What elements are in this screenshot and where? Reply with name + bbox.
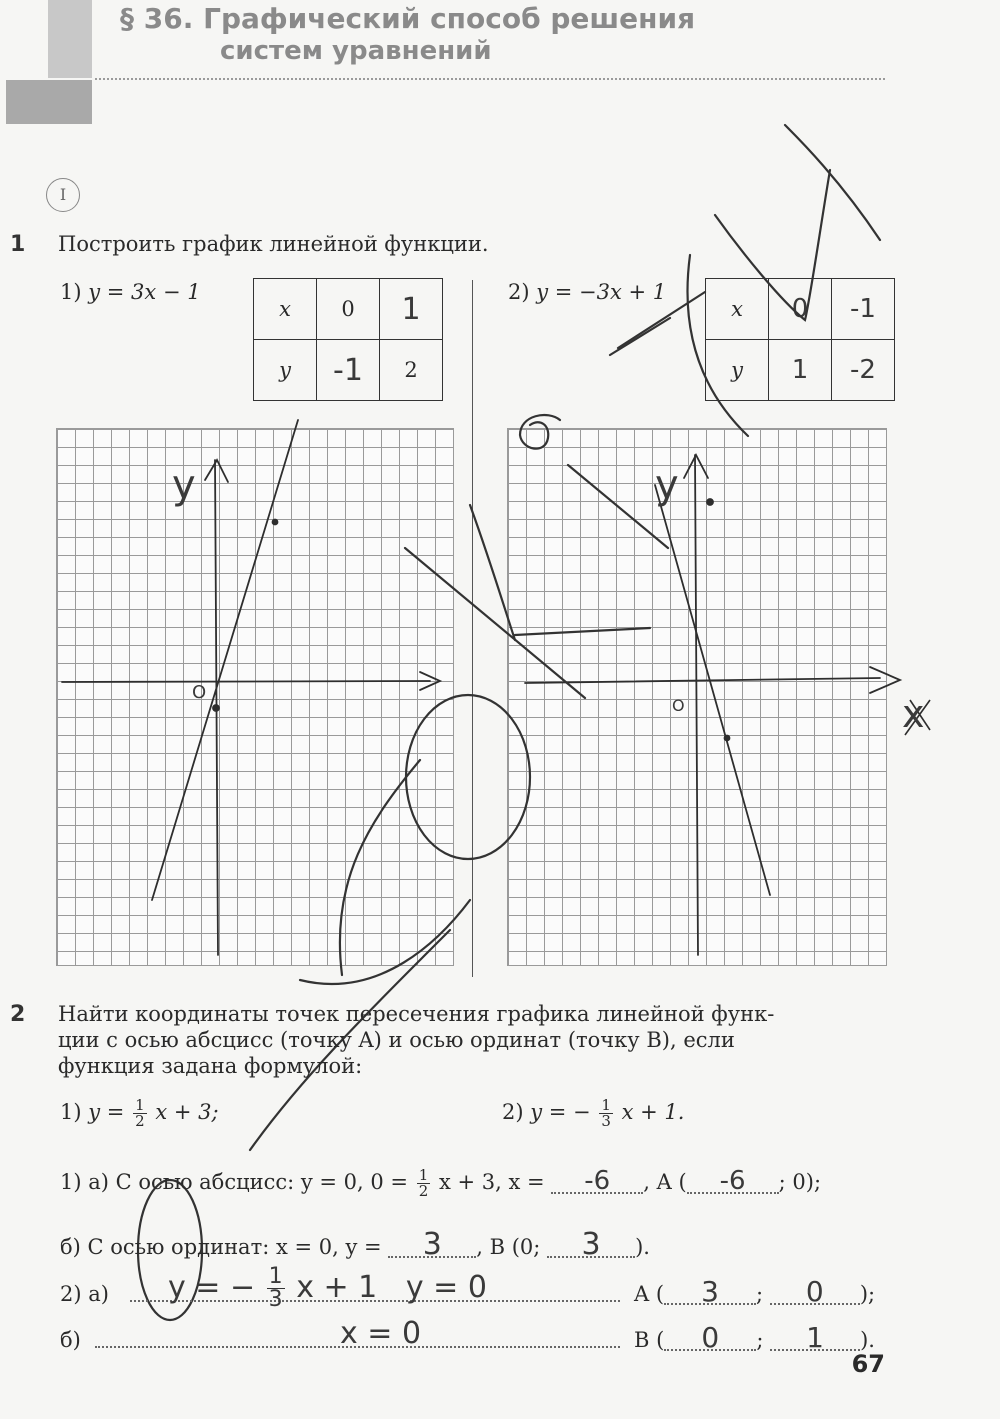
- line2a-work: [168, 1266, 487, 1311]
- f2-lhs: y = −: [530, 1100, 591, 1124]
- part2-formula: y = −3x + 1: [536, 280, 667, 304]
- level-badge: I: [46, 178, 80, 212]
- section-subtitle: систем уравнений: [220, 36, 492, 66]
- point-a-x-field[interactable]: -6: [687, 1176, 779, 1194]
- line2b-b-open: B (: [634, 1328, 665, 1352]
- f1-label: 1): [60, 1100, 82, 1124]
- line2a-a-sep: ;: [756, 1282, 764, 1306]
- f1-rest: x + 3;: [155, 1100, 219, 1124]
- line2b-point-b-y[interactable]: 1: [770, 1333, 860, 1351]
- left-origin-label: O: [192, 682, 207, 703]
- line1a-a-open: , A (: [643, 1170, 687, 1194]
- right-x-axis-arrow: [870, 667, 900, 693]
- point-b-y-field[interactable]: 3: [547, 1240, 635, 1258]
- part1-formula: y = 3x − 1: [88, 280, 201, 304]
- table1-x-header: x: [254, 279, 317, 340]
- table2-x-cell: -1: [832, 279, 895, 340]
- f1-den: 2: [135, 1112, 145, 1130]
- line2a-point-a-x[interactable]: 3: [664, 1287, 756, 1305]
- f2-rest: x + 1.: [621, 1100, 685, 1124]
- table2-y-cell: 1: [769, 340, 832, 401]
- part1-label: 1): [60, 280, 82, 304]
- task2-prompt-line3: функция задана формулой:: [58, 1054, 363, 1078]
- answer-line-2a-label: 2) а): [60, 1282, 109, 1306]
- left-point-1: [273, 520, 278, 525]
- table1-y-cell: -1: [317, 340, 380, 401]
- task2-formula-1: [60, 1098, 219, 1129]
- line1b-prefix: б) С осью ординат: x = 0, y =: [60, 1235, 382, 1259]
- right-origin-label: O: [672, 696, 685, 715]
- x-answer-field[interactable]: -6: [551, 1176, 643, 1194]
- right-y-axis-label: y: [655, 462, 679, 508]
- line1a-den: 2: [418, 1182, 429, 1200]
- y-answer-field[interactable]: 3: [388, 1240, 476, 1258]
- line1a-fraction: [417, 1168, 431, 1199]
- line2a-work-num: 1: [268, 1264, 283, 1289]
- line2b-work-cond: x = 0: [340, 1316, 422, 1351]
- right-y-axis: [695, 455, 698, 955]
- answer-line-1b: [60, 1227, 650, 1262]
- table1-x-cell: 1: [380, 279, 443, 340]
- section-title: § 36. Графический способ решения: [120, 2, 696, 35]
- line2a-a-close: );: [859, 1282, 876, 1306]
- right-point-2: [725, 736, 730, 741]
- line1a-num: 1: [418, 1166, 429, 1184]
- right-function-line: [655, 485, 770, 895]
- f2-label: 2): [502, 1100, 524, 1124]
- line2a-point-a-y[interactable]: 0: [770, 1287, 860, 1305]
- task-number-2: 2: [10, 1002, 26, 1027]
- answer-line-2b-label: б): [60, 1328, 81, 1352]
- answer-line-2b-point: [634, 1321, 875, 1354]
- answer-line-2a-point: [634, 1275, 876, 1308]
- line1b-b-close: ).: [635, 1235, 650, 1259]
- right-point-1: [707, 499, 713, 505]
- task2-formula-2: [502, 1098, 684, 1129]
- table1-y-header: y: [254, 340, 317, 401]
- left-y-axis-label: y: [172, 462, 196, 508]
- task1-prompt: Построить график линейной функции.: [58, 232, 489, 256]
- line2a-work-cond: y = 0: [405, 1270, 487, 1305]
- left-point-0: [213, 705, 219, 711]
- line1a-mid: x + 3, x =: [438, 1170, 545, 1194]
- answer-line-1a: [60, 1168, 821, 1199]
- line2b-b-close: ).: [860, 1328, 875, 1352]
- task2-prompt-line2: ции с осью абсцисс (точку A) и осью ординат (точку B), если: [58, 1028, 735, 1052]
- part2-label: 2): [508, 280, 530, 304]
- line1b-b-open: , B (0;: [476, 1235, 541, 1259]
- f1-fraction: [133, 1098, 147, 1129]
- page-number: 67: [851, 1350, 885, 1378]
- line2a-work-rest: x + 1: [296, 1270, 378, 1305]
- line2a-work-den: 3: [268, 1287, 283, 1312]
- scribble-overlay: [138, 125, 880, 1320]
- table2-x-cell: 0: [769, 279, 832, 340]
- table1-y-cell: 2: [380, 340, 443, 401]
- task2-prompt-line1: Найти координаты точек пересечения графика линейной функ-: [58, 1002, 775, 1026]
- line2a-work-fraction: [267, 1266, 285, 1311]
- line2a-work-eq: y = −: [168, 1270, 256, 1305]
- left-y-axis-arrow: [205, 460, 228, 482]
- f1-num: 1: [135, 1096, 145, 1114]
- f1-lhs: y =: [88, 1100, 125, 1124]
- line1a-prefix: 1) а) С осью абсцисс: y = 0, 0 =: [60, 1170, 409, 1194]
- f2-den: 3: [601, 1112, 611, 1130]
- table1-x-cell: 0: [317, 279, 380, 340]
- table2-y-header: y: [706, 340, 769, 401]
- table2-x-header: x: [706, 279, 769, 340]
- line2b-b-sep: ;: [756, 1328, 764, 1352]
- f2-fraction: [599, 1098, 613, 1129]
- task-number-1: 1: [10, 232, 26, 257]
- right-x-axis-label: x: [902, 692, 925, 736]
- line2b-point-b-x[interactable]: 0: [664, 1333, 756, 1351]
- line1a-a-close: ; 0);: [778, 1170, 822, 1194]
- left-x-axis: [62, 681, 430, 682]
- right-x-axis: [525, 678, 880, 683]
- table2-y-cell: -2: [832, 340, 895, 401]
- f2-num: 1: [601, 1096, 611, 1114]
- line2a-a-open: A (: [634, 1282, 665, 1306]
